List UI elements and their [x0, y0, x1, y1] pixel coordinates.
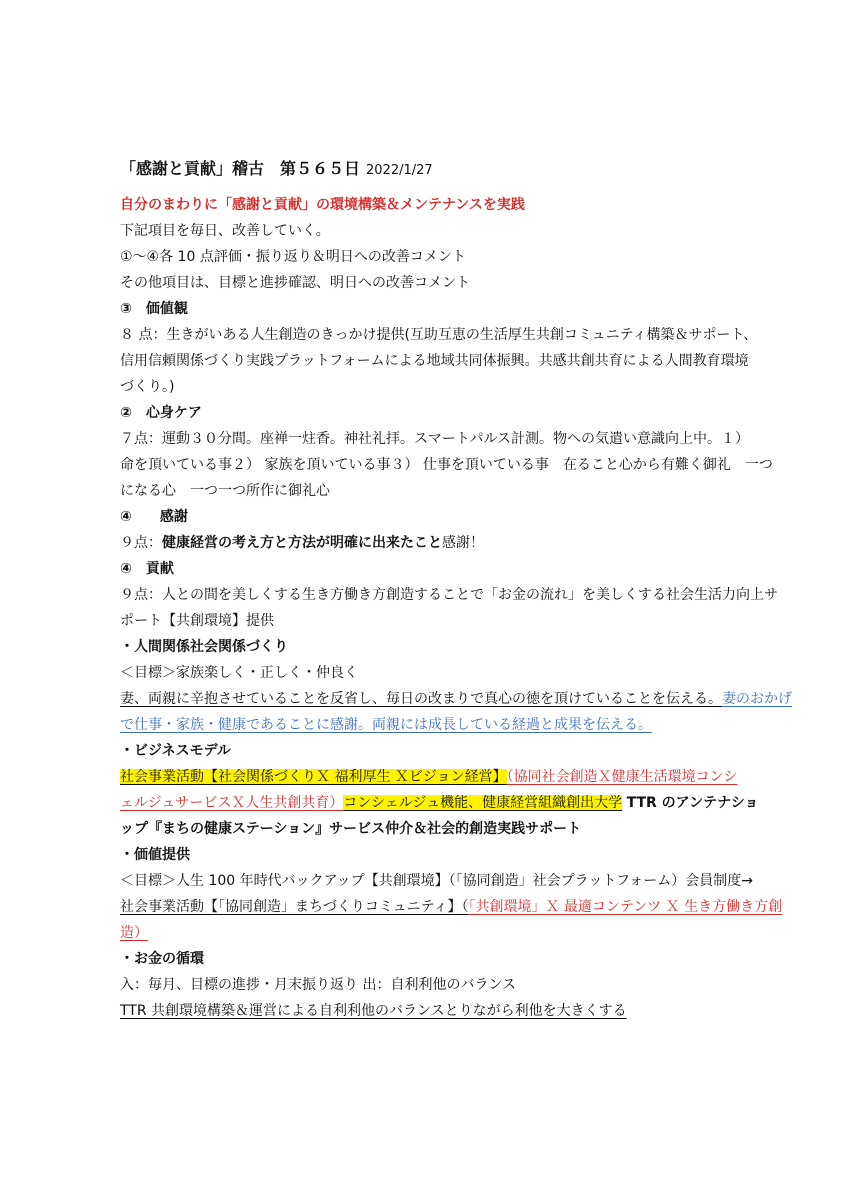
value-line-2-text: 社会事業活動【「協同創造」まちづくりコミュニティ】（	[120, 899, 469, 915]
section-contribution-body-1: ９点：人との間を美しくする生き方働き方創造することで「お金の流れ」を美しくする社会生活力向上サ	[120, 587, 778, 603]
page-title	[120, 152, 760, 192]
value-line-3	[120, 920, 760, 946]
relations-line-1-blue: 妻のおかげ	[722, 691, 792, 707]
section-contribution-heading: ④ 貢献	[120, 561, 174, 577]
title-date: 2022/1/27	[366, 163, 433, 178]
section-care-body-1: ７点：運動３０分間。座禅一炷香。神社礼拝。スマートパルス計測。物への気遣い意識向上中。１）	[120, 431, 750, 447]
intro-line-2: ①～④各 10 点評価・振り返り＆明日への改善コメント	[120, 249, 466, 265]
value-line-3-red: 造）	[120, 925, 148, 941]
money-line-2: TTR 共創環境構築＆運営による自利利他のバランスとりながら利他を大きくする	[120, 1003, 627, 1019]
business-line-2	[120, 790, 760, 816]
theme-heading: 自分のまわりに「感謝と貢献」の環境構築＆メンテナンスを実践	[120, 197, 525, 213]
business-red-1: （協同社会創造Ｘ健康生活環境コンシ	[506, 769, 738, 785]
section-gratitude-heading: ④ 感謝	[120, 509, 188, 525]
section-values-body-1: ８ 点：生きがいある人生創造のきっかけ提供(互助互恵の生活厚生共創コミュニティ構築＆サポート、	[120, 327, 758, 343]
section-values-body-2: 信用信頼関係づくり実践プラットフォームによる地域共同体振興。共感共創共育による人間教育環境	[120, 353, 749, 369]
section-values-heading: ③ 価値観	[120, 301, 188, 317]
gratitude-prefix: ９点：	[120, 535, 162, 551]
relations-line-1-text: 妻、両親に辛抱させていることを反省し、毎日の改まりで真心の徳を頂けていることを伝える。	[120, 691, 722, 707]
section-values-body-3: づくり。)	[120, 379, 175, 395]
value-heading: ・価値提供	[120, 847, 190, 863]
money-heading: ・お金の循環	[120, 951, 204, 967]
relations-line-1	[120, 686, 792, 712]
gratitude-suffix: 感謝！	[442, 535, 484, 551]
business-highlight-1: 社会事業活動【社会関係づくりＸ 福利厚生 Ｘビジョン経営】	[120, 769, 507, 785]
title-text: 「感謝と貢献」稽古 第５６５日	[120, 159, 361, 178]
section-care-heading: ② 心身ケア	[120, 405, 202, 421]
business-red-2: ェルジュサービスＸ人生共創共育）	[120, 795, 344, 811]
intro-line-1: 下記項目を毎日、改善していく。	[120, 223, 330, 239]
value-line-2	[120, 894, 783, 920]
business-line-1	[120, 764, 760, 790]
section-care-body-3: になる心 一つ一つ所作に御礼心	[120, 483, 330, 499]
value-line-1: ＜目標＞人生 100 年時代バックアップ【共創環境】（「協同創造」社会プラットフォーム）会員制度→	[120, 873, 753, 889]
value-line-2-red: 「共創環境」Ｘ 最適コンテンツ Ｘ 生き方働き方創	[468, 899, 783, 915]
business-heading: ・ビジネスモデル	[120, 743, 231, 759]
business-highlight-2: コンシェルジュ機能、健康経営組織創出大学	[343, 795, 623, 811]
document-page	[120, 152, 792, 1024]
relations-line-2	[120, 712, 760, 738]
gratitude-bold: 健康経営の考え方と方法が明確に出来たこと	[162, 535, 442, 551]
section-contribution-body-2: ポート【共創環境】提供	[120, 613, 274, 629]
relations-goal: ＜目標＞家族楽しく・正しく・仲良く	[120, 665, 358, 681]
section-care-body-2: 命を頂いている事２） 家族を頂いている事３） 仕事を頂いている事 在ること心から有難く御礼 一つ	[120, 457, 773, 473]
money-line-1: 入：毎月、目標の進捗・月末振り返り 出：自利利他のバランス	[120, 977, 517, 993]
section-gratitude-body	[120, 530, 760, 556]
intro-line-3: その他項目は、目標と進捗確認、明日への改善コメント	[120, 275, 470, 291]
relations-line-2-blue: で仕事・家族・健康であることに感謝。両親には成長している経過と成果を伝える。	[120, 717, 652, 733]
business-bold-1: TTR のアンテナショ	[626, 795, 759, 811]
business-line-3: ップ『まちの健康ステーション』サービス仲介＆社会的創造実践サポート	[120, 821, 582, 837]
relations-heading: ・人間関係社会関係づくり	[120, 639, 288, 655]
